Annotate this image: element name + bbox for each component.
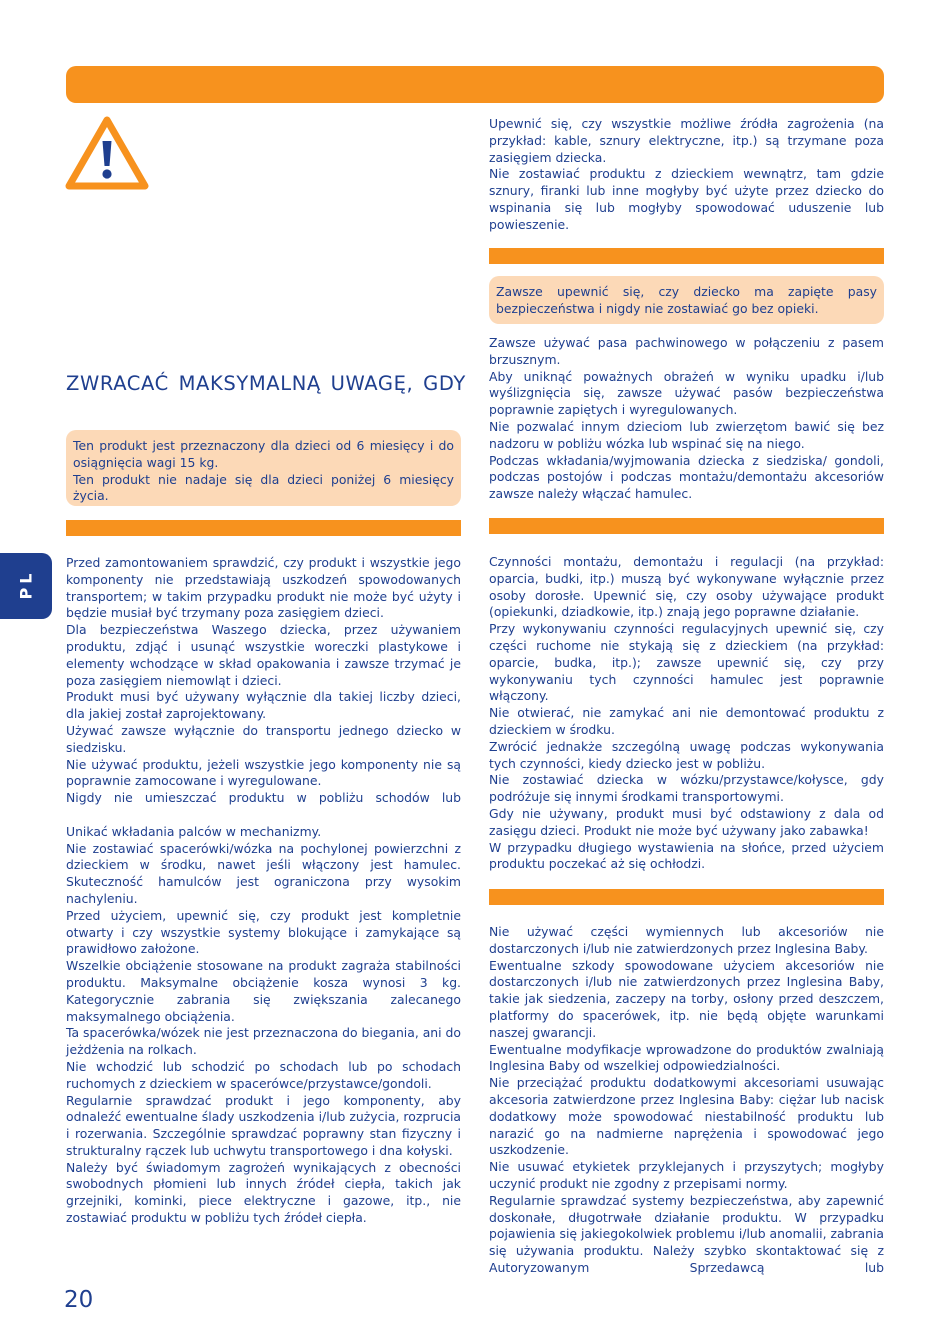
paragraph: Gdy nie używany, produkt musi być odstawiony z dala od zasięgu dzieci. Produkt nie może być używany jako zabawka! <box>489 805 884 838</box>
paragraph: Nigdy nie umieszczać produktu w pobliżu schodów lub <box>66 790 461 806</box>
paragraph: Dla bezpieczeństwa Waszego dziecka, przez używaniem produktu, zdjąć i usunąć wszystkie woreczki plastykowe i elementy wchodzące w skład opakowania i zawsze trzymać je poza zasięgiem niemowląt i dzieci. <box>66 622 461 688</box>
paragraph: Przed zamontowaniem sprawdzić, czy produkt i wszystkie jego komponenty nie przedstawiają uszkodzeń spowodowanych transportem; w takim przypadku produkt nie może być użyty i będzie musiał być trzymany poza zasięgiem dzieci. <box>66 555 461 621</box>
safety-belt-callout <box>489 276 884 324</box>
paragraph: Czynności montażu, demontażu i regulacji (na przykład: oparcia, budki, itp.) muszą być wykonywane wyłącznie przez osoby dorosłe. Upewnić się, czy osoby używające produkt (opiekunki, dziadkowie, itp.) znają jego poprawne działanie. <box>489 554 884 620</box>
left-section-bar <box>66 520 461 536</box>
paragraph: Ewentualne modyfikacje wprowadzone do produktów zwalniają Inglesina Baby od wszelkiej odpowiedzialności. <box>489 1041 884 1074</box>
paragraph: Przed użyciem, upewnić się, czy produkt jest kompletnie otwarty i czy wszystkie systemy blokujące i zamykające są prawidłowo założone. <box>66 907 461 957</box>
callout-line: Ten produkt nie nadaje się dla dzieci poniżej 6 miesięcy życia. <box>73 471 454 504</box>
page-number: 20 <box>64 1287 94 1313</box>
paragraph: Zawsze używać pasa pachwinowego w połączeniu z pasem brzusznym. <box>489 335 884 367</box>
paragraph: W przypadku długiego wystawienia na słońce, przed użyciem produktu poczekać aż się ochłodzi. <box>489 839 884 872</box>
paragraph: Upewnić się, czy wszystkie możliwe źródła zagrożenia (na przykład: kable, sznury elektryczne, itp.) są trzymane poza zasięgiem dziecka. <box>489 116 884 165</box>
paragraph: Nie otwierać, nie zamykać ani nie demontować produktu z dzieckiem w środku. <box>489 705 884 737</box>
paragraph: Nie używać części wymiennych lub akcesoriów nie dostarczonych i/lub nie zatwierdzonych przez Inglesina Baby. <box>489 924 884 956</box>
paragraph: Używać zawsze wyłącznie do transportu jednego dziecko w siedzisku. <box>66 722 461 755</box>
paragraph: Regularnie sprawdzać systemy bezpieczeństwa, aby zapewnić doskonałe, długotrwałe działanie produktu. W przypadku pojawienia się jakiegokolwiek problemu i/lub anomalii, zabrania się używania produktu. Należy szybko skontaktować się z Autoryzowanym Sprzedawcą lub <box>489 1192 884 1275</box>
right-block-2 <box>489 335 884 503</box>
paragraph: Ewentualne szkody spowodowane użyciem akcesoriów nie dostarczonych i/lub nie zatwierdzonych przez Inglesina Baby, takie jak siedzenia, zaczepy na torby, osłony przed deszczem, platformy do spacerówek, itp. nie będą objęte warunkami naszej gwarancji. <box>489 957 884 1040</box>
right-block-4 <box>489 924 884 1277</box>
paragraph: Nie używać produktu, jeżeli wszystkie jego komponenty nie są poprawnie zamocowane i wyregulowane. <box>66 756 461 789</box>
paragraph: Regularnie sprawdzać produkt i jego komponenty, aby odnaleźć ewentualne ślady uszkodzenia i/lub zużycia, rozprucia i rozerwania. Szczególnie sprawdzać poprawny stan fizyczny i strukturalny rączek lub uchwytu transportowego i dna kołyski. <box>66 1092 461 1158</box>
paragraph: Nie zostawiać dziecka w wózku/przystawce/kołysce, gdy podróżuje się innymi środkami transportowymi. <box>489 772 884 805</box>
paragraph: Produkt musi być używany wyłącznie dla takiej liczby dzieci, dla jakiej został zaprojektowany. <box>66 689 461 722</box>
right-section-bar-1 <box>489 248 884 264</box>
right-top-block <box>489 116 884 234</box>
paragraph-blank <box>66 807 461 824</box>
warning-triangle-icon <box>64 114 150 192</box>
language-tab <box>0 553 52 619</box>
paragraph: Nie przeciążać produktu dodatkowymi akcesoriami usuwając akcesoria zatwierdzone przez Inglesina Baby: ciężar lub nacisk dodatkowy może spowodować niestabilność produktu lub narazić go na nadmierne naprężenia i spowodować jego uszkodzenie. <box>489 1075 884 1158</box>
paragraph: Nie zostawiać produktu z dzieckiem wewnątrz, tam gdzie sznury, firanki lub inne mogłyby być użyte przez dziecko do wspinania się lub mogłyby spowodować uduszenie lub powieszenie. <box>489 166 884 232</box>
section-heading: ZWRACAĆ MAKSYMALNĄ UWAGĘ, GDY <box>66 372 466 395</box>
paragraph: Należy być świadomym zagrożeń wynikających z obecności swobodnych płomieni lub innych źródeł ciepła, takich jak grzejniki, kominki, piece elektryczne i gazowe, itp., nie zostawiać produktu w pobliżu tych źródeł ciepła. <box>66 1159 461 1226</box>
paragraph: Przy wykonywaniu czynności regulacyjnych upewnić się, czy części ruchome nie stykają się z dzieckiem (na przykład: oparcie, budka, itp.); zawsze upewnić się, czy przy wykonywaniu tych czynności hamulec jest poprawnie włączony. <box>489 621 884 704</box>
top-header-bar <box>66 66 884 103</box>
paragraph: Zwrócić jednakże szczególną uwagę podczas wykonywania tych czynności, kiedy dziecko jest w pobliżu. <box>489 738 884 771</box>
paragraph: Nie zostawiać spacerówki/wózka na pochylonej powierzchni z dzieckiem w środku, nawet jeśli włączony jest hamulec. Skuteczność hamulców jest ograniczona przy wysokim nachyleniu. <box>66 840 461 906</box>
paragraph: Nie wchodzić lub schodzić po schodach lub po schodach ruchomych z dzieckiem w spacerówce/przystawce/gondoli. <box>66 1058 461 1091</box>
language-tab-label: PL <box>16 569 36 600</box>
paragraph: Podczas wkładania/wyjmowania dziecka z siedziska/ gondoli, podczas postojów i podczas montażu/demontażu akcesoriów zawsze należy włączać hamulec. <box>489 452 884 502</box>
callout-line: Ten produkt jest przeznaczony dla dzieci od 6 miesięcy i do osiągnięcia wagi 15 kg. <box>73 438 454 470</box>
paragraph: Nie usuwać etykietek przyklejanych i przyszytych; mogłyby uczynić produkt nie zgodny z przepisami normy. <box>489 1159 884 1191</box>
paragraph: Unikać wkładania palców w mechanizmy. <box>66 823 322 839</box>
right-section-bar-2 <box>489 518 884 534</box>
paragraph: Nie pozwalać innym dzieciom lub zwierzętom bawić się bez nadzoru w pobliżu wózka lub wspinać się na niego. <box>489 418 884 451</box>
left-column <box>66 555 461 1227</box>
age-weight-callout <box>66 430 461 506</box>
right-block-3 <box>489 554 884 873</box>
paragraph: Ta spacerówka/wózek nie jest przeznaczona do biegania, ani do jeżdżenia na rolkach. <box>66 1025 461 1058</box>
paragraph: Wszelkie obciążenie stosowane na produkt zagraża stabilności produktu. Maksymalne obciążenie kosza wynosi 3 kg. Kategorycznie zabrania się zwiększania zalecanego maksymalnego obciążenia. <box>66 958 461 1024</box>
callout-line: Zawsze upewnić się, czy dziecko ma zapięte pasy bezpieczeństwa i nigdy nie zostawiać go bez opieki. <box>496 284 877 316</box>
paragraph: Aby uniknąć poważnych obrażeń w wyniku upadku i/lub wyślizgnięcia się, zawsze używać pasów bezpieczeństwa poprawnie zapiętych i wyregulowanych. <box>489 368 884 418</box>
right-section-bar-3 <box>489 889 884 905</box>
